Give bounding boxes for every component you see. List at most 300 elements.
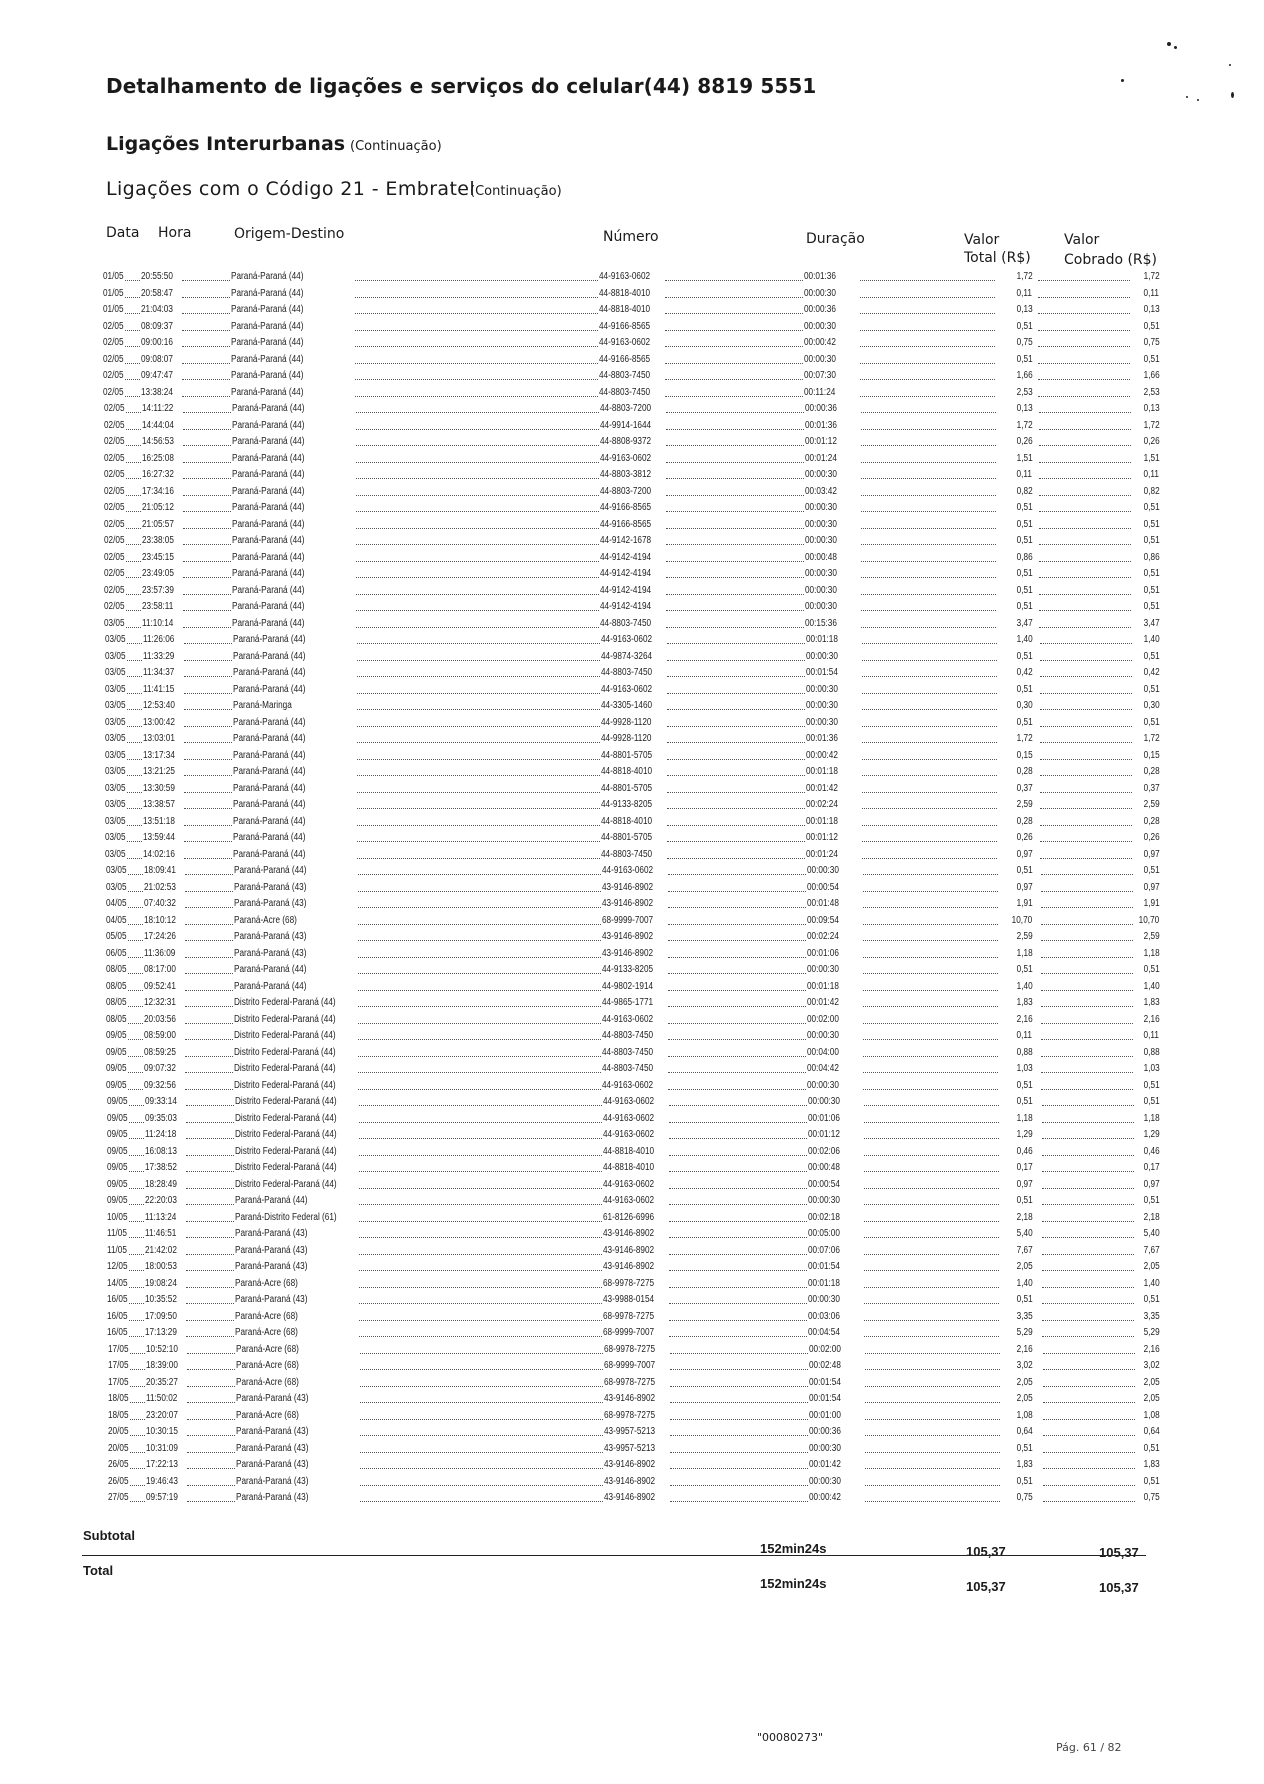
cell-numero: 44-9166-8565 [599, 319, 651, 335]
dot-leader [182, 379, 230, 380]
dot-leader [356, 577, 599, 578]
cell-valor-cobrado: 0,26 [1143, 434, 1160, 450]
dot-leader [1042, 1270, 1134, 1271]
cell-valor-cobrado: 2,16 [1143, 1012, 1160, 1028]
dot-leader [184, 660, 232, 661]
table-row [1, 583, 1264, 600]
dot-leader [1040, 858, 1132, 859]
dot-leader [184, 775, 232, 776]
cell-origem-destino: Paraná-Paraná (44) [231, 286, 304, 302]
cell-duracao: 00:00:30 [806, 715, 839, 731]
cell-data: 20/05 [108, 1441, 129, 1457]
cell-numero: 43-9146-8902 [602, 880, 654, 896]
cell-numero: 44-8801-5705 [601, 830, 653, 846]
dot-leader [1041, 1072, 1133, 1073]
section-continuation-note: (Continuação) [350, 139, 442, 154]
cell-origem-destino: Paraná-Paraná (44) [233, 665, 306, 681]
cell-valor-total: 0,30 [1016, 698, 1033, 714]
cell-numero: 44-9166-8565 [600, 500, 652, 516]
dot-leader [357, 676, 600, 677]
dot-leader [186, 1237, 234, 1238]
dot-leader [669, 1138, 807, 1139]
dot-leader [182, 363, 230, 364]
cell-origem-destino: Paraná-Paraná (44) [233, 847, 306, 863]
cell-data: 02/05 [104, 484, 125, 500]
cell-duracao: 00:03:06 [808, 1309, 841, 1325]
cell-numero: 44-8803-7450 [600, 616, 652, 632]
dot-leader [184, 676, 232, 677]
cell-duracao: 00:00:30 [809, 1474, 842, 1490]
cell-data: 09/05 [106, 1078, 127, 1094]
cell-hora: 23:45:15 [142, 550, 175, 566]
subtotal-duration: 152min24s [760, 1541, 827, 1556]
dot-leader [182, 313, 230, 314]
table-row [3, 929, 1264, 946]
dot-leader [356, 429, 599, 430]
dot-leader [184, 792, 232, 793]
dot-leader [185, 891, 233, 892]
cell-hora: 20:35:27 [146, 1375, 179, 1391]
dot-leader [862, 808, 997, 809]
dot-leader [1040, 841, 1132, 842]
dot-leader [667, 792, 805, 793]
dot-leader [665, 280, 803, 281]
dot-leader [129, 1155, 144, 1156]
dot-leader [359, 1270, 602, 1271]
table-row [1, 517, 1264, 534]
cell-numero: 44-8803-3812 [600, 467, 652, 483]
cell-valor-cobrado: 0,11 [1144, 1028, 1160, 1044]
cell-valor-total: 3,35 [1016, 1309, 1033, 1325]
cell-origem-destino: Paraná-Paraná (44) [231, 385, 304, 401]
cell-valor-total: 3,47 [1016, 616, 1033, 632]
cell-origem-destino: Paraná-Paraná (43) [235, 1226, 308, 1242]
cell-numero: 44-8818-4010 [599, 286, 651, 302]
total-label: Total [83, 1563, 114, 1578]
table-row [1, 484, 1264, 501]
cell-data: 14/05 [107, 1276, 128, 1292]
dot-leader [864, 1336, 999, 1337]
cell-data: 16/05 [107, 1325, 128, 1341]
cell-hora: 13:17:34 [143, 748, 176, 764]
cell-numero: 44-9142-1678 [600, 533, 652, 549]
dot-leader [355, 396, 598, 397]
dot-leader [863, 907, 998, 908]
dot-leader [128, 957, 143, 958]
table-row [5, 1441, 1264, 1458]
cell-duracao: 00:01:42 [809, 1457, 842, 1473]
dot-leader [358, 957, 601, 958]
dot-leader [860, 379, 995, 380]
dot-leader [184, 825, 232, 826]
table-row [0, 385, 1264, 402]
dot-leader [1040, 792, 1132, 793]
cell-numero: 44-8818-4010 [603, 1160, 655, 1176]
cell-valor-total: 1,91 [1016, 896, 1033, 912]
dot-leader [355, 313, 598, 314]
cell-hora: 18:09:41 [144, 863, 177, 879]
table-row [1, 467, 1264, 484]
cell-data: 01/05 [103, 269, 124, 285]
cell-origem-destino: Paraná-Paraná (44) [233, 781, 306, 797]
dot-leader [670, 1353, 808, 1354]
cell-origem-destino: Distrito Federal-Paraná (44) [235, 1177, 337, 1193]
cell-duracao: 00:01:24 [805, 451, 838, 467]
dot-leader [125, 297, 140, 298]
cell-valor-total: 0,17 [1016, 1160, 1033, 1176]
table-row [1, 566, 1264, 583]
table-row [3, 1078, 1264, 1095]
dot-leader [185, 1023, 233, 1024]
cell-origem-destino: Paraná-Paraná (44) [232, 616, 305, 632]
dot-leader [130, 1402, 145, 1403]
cell-duracao: 00:00:30 [808, 1193, 841, 1209]
cell-valor-cobrado: 0,51 [1143, 1193, 1160, 1209]
cell-origem-destino: Paraná-Paraná (44) [232, 484, 305, 500]
dot-leader [668, 1039, 806, 1040]
dot-leader [668, 940, 806, 941]
cell-data: 09/05 [107, 1094, 128, 1110]
dot-leader [184, 742, 232, 743]
cell-valor-cobrado: 2,53 [1143, 385, 1160, 401]
table-row [2, 748, 1264, 765]
dot-leader [861, 544, 996, 545]
table-row [3, 913, 1264, 930]
cell-duracao: 00:01:36 [806, 731, 839, 747]
call-list [0, 269, 1264, 1507]
dot-leader [126, 594, 141, 595]
cell-numero: 44-9928-1120 [601, 731, 652, 747]
cell-valor-total: 1,29 [1016, 1127, 1033, 1143]
cell-duracao: 00:01:36 [805, 418, 838, 434]
cell-valor-cobrado: 1,08 [1143, 1408, 1160, 1424]
table-row [2, 649, 1264, 666]
dot-leader [861, 577, 996, 578]
dot-leader [185, 1072, 233, 1073]
cell-valor-cobrado: 0,51 [1143, 715, 1160, 731]
cell-origem-destino: Paraná-Paraná (44) [231, 352, 304, 368]
cell-valor-cobrado: 0,51 [1143, 1292, 1160, 1308]
cell-origem-destino: Paraná-Paraná (44) [233, 797, 306, 813]
dot-leader [669, 1122, 807, 1123]
dot-leader [1038, 396, 1130, 397]
cell-origem-destino: Distrito Federal-Paraná (44) [234, 1012, 336, 1028]
dot-leader [183, 495, 231, 496]
cell-numero: 44-9163-0602 [603, 1111, 655, 1127]
dot-leader [666, 495, 804, 496]
cell-origem-destino: Paraná-Paraná (43) [234, 896, 307, 912]
cell-valor-total: 0,28 [1016, 764, 1033, 780]
cell-valor-total: 2,05 [1016, 1259, 1033, 1275]
cell-duracao: 00:01:18 [807, 979, 840, 995]
table-row [3, 1045, 1264, 1062]
cell-duracao: 00:00:30 [805, 599, 838, 615]
cell-origem-destino: Paraná-Paraná (44) [232, 517, 305, 533]
cell-numero: 43-9146-8902 [603, 1243, 655, 1259]
dot-leader [666, 561, 804, 562]
dot-leader [862, 726, 997, 727]
cell-origem-destino: Paraná-Paraná (43) [234, 946, 307, 962]
cell-data: 09/05 [107, 1111, 128, 1127]
cell-valor-total: 0,26 [1016, 434, 1033, 450]
dot-leader [126, 478, 141, 479]
dot-leader [666, 429, 804, 430]
dot-leader [360, 1386, 603, 1387]
cell-data: 04/05 [106, 896, 127, 912]
cell-hora: 13:00:42 [143, 715, 176, 731]
cell-hora: 11:24:18 [145, 1127, 177, 1143]
cell-valor-total: 0,51 [1016, 583, 1033, 599]
cell-valor-cobrado: 1,66 [1143, 368, 1160, 384]
cell-valor-cobrado: 0,86 [1143, 550, 1160, 566]
table-row [0, 335, 1264, 352]
dot-leader [863, 940, 998, 941]
cell-origem-destino: Paraná-Maringa [233, 698, 293, 714]
cell-hora: 23:58:11 [142, 599, 174, 615]
cell-valor-total: 2,59 [1016, 797, 1033, 813]
dot-leader [187, 1353, 235, 1354]
table-row [4, 1160, 1264, 1177]
cell-origem-destino: Distrito Federal-Paraná (44) [234, 1078, 336, 1094]
dot-leader [1041, 924, 1133, 925]
dot-leader [865, 1435, 1000, 1436]
dot-leader [864, 1320, 999, 1321]
cell-valor-total: 0,51 [1016, 500, 1033, 516]
cell-numero: 68-9978-7275 [604, 1375, 656, 1391]
cell-hora: 23:38:05 [142, 533, 175, 549]
table-row [2, 781, 1264, 798]
dot-leader [670, 1435, 808, 1436]
dot-leader [666, 445, 804, 446]
dot-leader [128, 1056, 143, 1057]
dot-leader [864, 1221, 999, 1222]
cell-origem-destino: Paraná-Paraná (44) [233, 682, 306, 698]
cell-numero: 44-9166-8565 [600, 517, 652, 533]
cell-data: 02/05 [104, 517, 125, 533]
cell-valor-total: 0,51 [1016, 715, 1033, 731]
table-row [2, 682, 1264, 699]
page-title: Detalhamento de ligações e serviços do celular(44) 8819 5551 [106, 74, 817, 98]
cell-data: 17/05 [108, 1358, 129, 1374]
cell-data: 08/05 [106, 1012, 127, 1028]
dot-leader [130, 1419, 145, 1420]
cell-valor-cobrado: 0,51 [1143, 1078, 1160, 1094]
dot-leader [357, 759, 600, 760]
cell-valor-total: 1,51 [1016, 451, 1033, 467]
dot-leader [863, 1056, 998, 1057]
table-row [2, 665, 1264, 682]
cell-numero: 43-9146-8902 [604, 1457, 656, 1473]
cell-numero: 68-9978-7275 [604, 1408, 656, 1424]
dot-leader [360, 1485, 603, 1486]
cell-data: 10/05 [107, 1210, 128, 1226]
cell-hora: 21:05:57 [142, 517, 175, 533]
dot-leader [127, 709, 142, 710]
dot-leader [1038, 379, 1130, 380]
cell-data: 02/05 [104, 418, 125, 434]
document-code: "00080273" [757, 1731, 824, 1744]
dot-leader [861, 429, 996, 430]
cell-hora: 09:33:14 [145, 1094, 178, 1110]
dot-leader [127, 643, 142, 644]
dot-leader [667, 808, 805, 809]
cell-data: 03/05 [105, 731, 126, 747]
dot-leader [183, 462, 231, 463]
cell-valor-cobrado: 0,42 [1143, 665, 1160, 681]
dot-leader [359, 1336, 602, 1337]
cell-data: 09/05 [106, 1061, 127, 1077]
cell-valor-cobrado: 1,83 [1143, 995, 1160, 1011]
cell-hora: 10:31:09 [146, 1441, 179, 1457]
dot-leader [861, 610, 996, 611]
cell-valor-total: 1,72 [1016, 731, 1033, 747]
cell-data: 03/05 [105, 665, 126, 681]
cell-valor-cobrado: 1,18 [1143, 1111, 1160, 1127]
table-row [3, 1061, 1264, 1078]
dot-leader [183, 528, 231, 529]
dot-leader [668, 924, 806, 925]
cell-valor-cobrado: 7,67 [1143, 1243, 1160, 1259]
dot-leader [666, 577, 804, 578]
dot-leader [666, 412, 804, 413]
dot-leader [1042, 1254, 1134, 1255]
cell-valor-total: 1,40 [1016, 1276, 1033, 1292]
cell-hora: 21:04:03 [141, 302, 174, 318]
cell-valor-total: 7,67 [1016, 1243, 1033, 1259]
dot-leader [670, 1452, 808, 1453]
cell-data: 02/05 [103, 352, 124, 368]
dot-leader [127, 676, 142, 677]
cell-data: 03/05 [105, 649, 126, 665]
cell-duracao: 00:01:12 [805, 434, 838, 450]
cell-numero: 44-9142-4194 [600, 550, 652, 566]
cell-valor-cobrado: 3,47 [1143, 616, 1160, 632]
cell-duracao: 00:00:30 [804, 352, 837, 368]
cell-valor-total: 3,02 [1016, 1358, 1033, 1374]
dot-leader [130, 1386, 145, 1387]
dot-leader [670, 1468, 808, 1469]
cell-valor-total: 0,42 [1016, 665, 1033, 681]
table-row [2, 797, 1264, 814]
cell-data: 27/05 [108, 1490, 129, 1506]
dot-leader [862, 693, 997, 694]
dot-leader [666, 544, 804, 545]
dot-leader [863, 874, 998, 875]
cell-hora: 13:03:01 [143, 731, 176, 747]
dot-leader [1041, 1023, 1133, 1024]
cell-hora: 11:13:24 [145, 1210, 177, 1226]
dot-leader [127, 825, 142, 826]
dot-leader [126, 495, 141, 496]
dot-leader [185, 957, 233, 958]
dot-leader [183, 412, 231, 413]
table-row [0, 352, 1264, 369]
cell-valor-cobrado: 0,97 [1143, 880, 1160, 896]
dot-leader [863, 924, 998, 925]
dot-leader [128, 891, 143, 892]
cell-hora: 17:38:52 [145, 1160, 178, 1176]
cell-origem-destino: Paraná-Paraná (43) [236, 1457, 309, 1473]
cell-numero: 44-9163-0602 [603, 1193, 655, 1209]
dot-leader [1039, 544, 1131, 545]
cell-origem-destino: Paraná-Acre (68) [236, 1408, 300, 1424]
dot-leader [128, 990, 143, 991]
cell-duracao: 00:01:54 [809, 1375, 842, 1391]
cell-data: 06/05 [106, 946, 127, 962]
cell-data: 09/05 [107, 1193, 128, 1209]
dot-leader [863, 1072, 998, 1073]
dot-leader [670, 1386, 808, 1387]
cell-origem-destino: Paraná-Paraná (44) [233, 830, 306, 846]
cell-numero: 43-9146-8902 [604, 1391, 656, 1407]
cell-data: 03/05 [104, 616, 125, 632]
cell-hora: 09:57:19 [146, 1490, 179, 1506]
dot-leader [186, 1221, 234, 1222]
cell-duracao: 00:00:30 [807, 863, 840, 879]
dot-leader [359, 1188, 602, 1189]
dot-leader [356, 544, 599, 545]
cell-valor-cobrado: 0,11 [1144, 286, 1160, 302]
table-row [4, 1226, 1264, 1243]
cell-hora: 11:26:06 [143, 632, 175, 648]
column-header-valor-total-line1: Valor [964, 232, 1000, 248]
cell-valor-total: 0,51 [1016, 517, 1033, 533]
dot-leader [185, 940, 233, 941]
cell-origem-destino: Distrito Federal-Paraná (44) [235, 1127, 337, 1143]
dot-leader [861, 478, 996, 479]
cell-valor-cobrado: 2,16 [1143, 1342, 1160, 1358]
cell-origem-destino: Paraná-Paraná (44) [232, 583, 305, 599]
cell-origem-destino: Paraná-Acre (68) [235, 1309, 299, 1325]
cell-duracao: 00:01:06 [807, 946, 840, 962]
cell-hora: 10:35:52 [145, 1292, 178, 1308]
cell-duracao: 00:02:18 [808, 1210, 841, 1226]
cell-duracao: 00:01:12 [806, 830, 839, 846]
cell-valor-total: 0,51 [1016, 962, 1033, 978]
table-row [4, 1243, 1264, 1260]
cell-data: 18/05 [108, 1391, 129, 1407]
dot-leader [861, 412, 996, 413]
cell-valor-total: 2,05 [1016, 1375, 1033, 1391]
dot-leader [127, 775, 142, 776]
dot-leader [355, 379, 598, 380]
dot-leader [183, 478, 231, 479]
dot-leader [862, 676, 997, 677]
dot-leader [1038, 297, 1130, 298]
column-header-numero: Número [603, 229, 659, 245]
cell-valor-total: 0,97 [1016, 847, 1033, 863]
cell-duracao: 00:00:30 [805, 467, 838, 483]
cell-data: 03/05 [106, 880, 127, 896]
cell-valor-cobrado: 0,51 [1143, 352, 1160, 368]
dot-leader [185, 990, 233, 991]
cell-valor-total: 0,51 [1016, 1441, 1033, 1457]
cell-valor-cobrado: 0,51 [1143, 583, 1160, 599]
dot-leader [1042, 1336, 1134, 1337]
table-row [0, 302, 1264, 319]
cell-duracao: 00:01:24 [806, 847, 839, 863]
cell-duracao: 00:07:06 [808, 1243, 841, 1259]
table-row [3, 880, 1264, 897]
dot-leader [186, 1270, 234, 1271]
cell-valor-total: 0,97 [1016, 1177, 1033, 1193]
dot-leader [130, 1485, 145, 1486]
dot-leader [1042, 1155, 1134, 1156]
cell-duracao: 00:02:00 [807, 1012, 840, 1028]
cell-data: 02/05 [103, 335, 124, 351]
cell-hora: 13:21:25 [143, 764, 176, 780]
table-row [4, 1276, 1264, 1293]
